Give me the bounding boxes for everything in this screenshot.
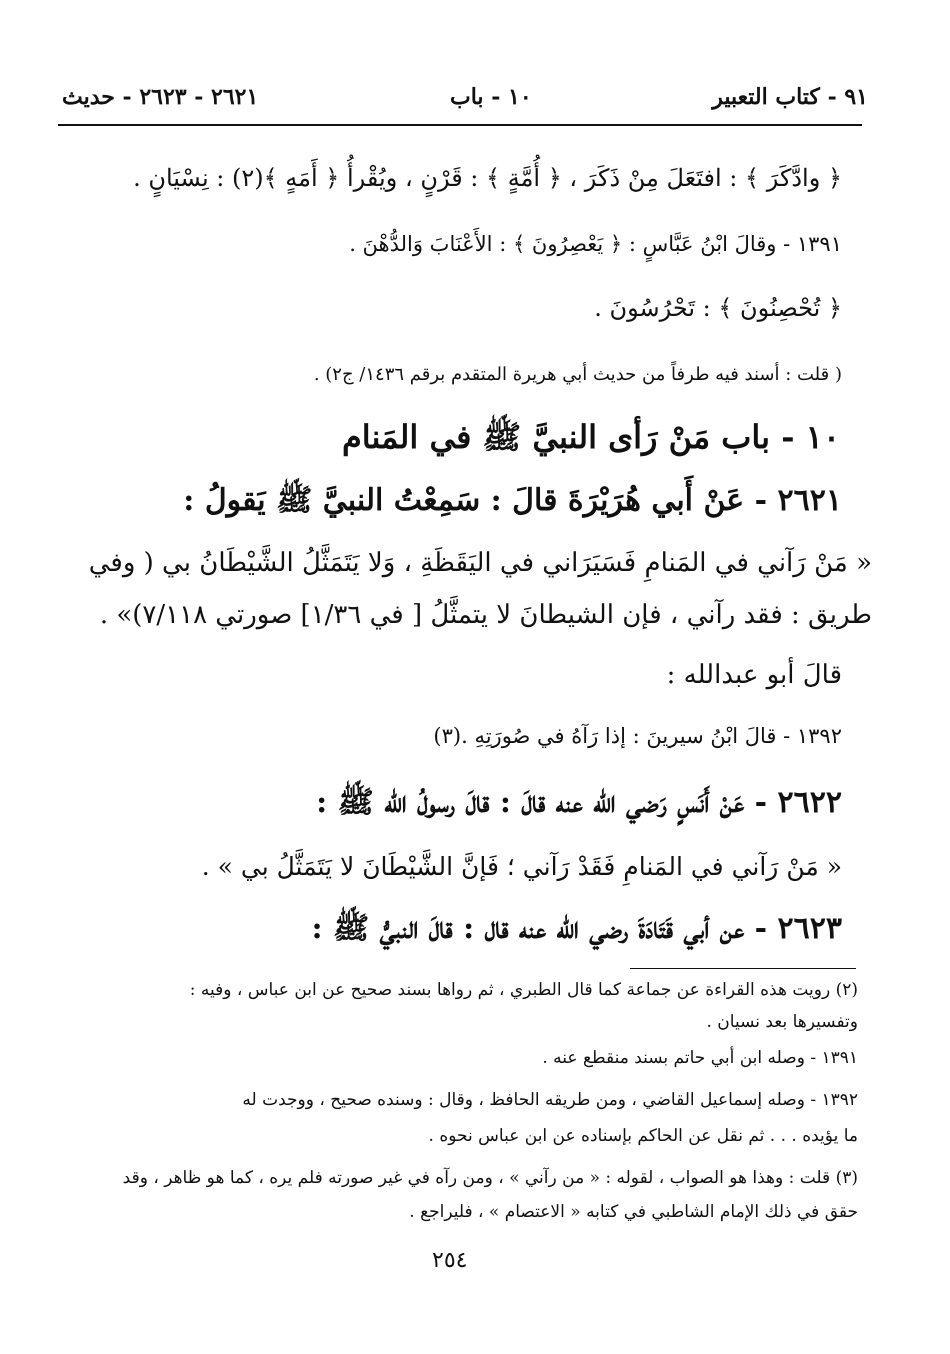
footnote-2-line-2: وتفسيرها بعد نسيان . bbox=[706, 1012, 858, 1032]
abu-abdillah-label: قالَ أبو عبدالله : bbox=[666, 660, 842, 690]
footnote-3-line-2: حقق في ذلك الإمام الشاطبي في كتابه « الاعتصام » ، فليراجع . bbox=[409, 1202, 858, 1222]
hadith-2622-isnad: ٢٦٢٢ - عَنْ أَنَسٍ رَضي الله عنه قالَ : قالَ رسولُ الله ﷺ : bbox=[316, 785, 842, 820]
athar-1392: ١٣٩٢ - قالَ ابْنُ سيرينَ : إذا رَآهُ في صُورَتِهِ .(٣) bbox=[433, 724, 842, 748]
quran-gloss-line: ﴿ وادَّكَرَ ﴾ : افتَعَلَ مِنْ ذَكَرَ ، ﴿ أُمَّةٍ ﴾ : قَرْنٍ ، ويُقْرأُ ﴿ أَمَهٍ ﴾(٢) : نِسْيَانٍ . bbox=[133, 164, 842, 192]
footnote-rule bbox=[630, 968, 856, 969]
footnote-1391: ١٣٩١ - وصله ابن أبي حاتم بسند منقطع عنه . bbox=[542, 1048, 858, 1068]
hadith-2623-isnad: ٢٦٢٣ - عن أبي قَتَادَةَ رضي الله عنه قال : قالَ النبيُّ ﷺ : bbox=[311, 911, 842, 946]
hadith-2621-text-1: « مَنْ رَآني في المَنامِ فَسَيَرَاني في اليَقَظَةِ ، وَلا يَتَمَثَّلُ الشَّيْطَانُ بي ( وفي bbox=[88, 548, 872, 578]
running-header-section: ١٠ - باب bbox=[450, 84, 532, 110]
footnote-3-line-1: (٣) قلت : وهذا هو الصواب ، لقوله : « من رآني » ، ومن رآه في غير صورته فلم يره ، كما هو ظاهر ، وقد bbox=[122, 1168, 858, 1188]
header-rule bbox=[58, 124, 862, 126]
running-header-hadith-range: ٢٦٢١ - ٢٦٢٣ - حديث bbox=[62, 84, 259, 110]
hadith-2621-text-2: طريق : فقد رآني ، فإن الشيطانَ لا يتمثَّلُ [ في ١/٣٦] صورتي ٧/١١٨)» . bbox=[99, 600, 872, 630]
athar-1391: ١٣٩١ - وقالَ ابْنُ عَبَّاسٍ : ﴿ يَعْصِرُونَ ﴾ : الأَعْنَابَ وَالدُّهْنَ . bbox=[349, 232, 842, 256]
hadith-2622-text: « مَنْ رَآني في المَنامِ فَقَدْ رَآني ؛ فَإنَّ الشَّيْطَانَ لا يَتَمَثَّلُ بي » . bbox=[201, 852, 842, 881]
footnote-1392-line-1: ١٣٩٢ - وصله إسماعيل القاضي ، ومن طريقه الحافظ ، وقال : وسنده صحيح ، ووجدت له bbox=[242, 1090, 858, 1110]
page-number: ٢٥٤ bbox=[432, 1248, 468, 1273]
quran-gloss-tuhsinun: ﴿ تُحْصِنُونَ ﴾ : تَحْرُسُونَ . bbox=[594, 294, 842, 322]
editor-note: ( قلت : أسند فيه طرفاً من حديث أبي هريرة المتقدم برقم ١٤٣٦/ ج٢) . bbox=[313, 364, 842, 385]
chapter-heading: ١٠ - باب مَنْ رَأى النبيَّ ﷺ في المَنام bbox=[341, 418, 840, 456]
footnote-2-line-1: (٢) رويت هذه القراءة عن جماعة كما قال الطبري ، ثم رواها بسند صحيح عن ابن عباس ، وفيه : bbox=[189, 980, 858, 1000]
hadith-2621-isnad: ٢٦٢١ - عَنْ أَبي هُرَيْرَةَ قالَ : سَمِعْتُ النبيَّ ﷺ يَقولُ : bbox=[183, 483, 842, 518]
running-header-chapter: ٩١ - كتاب التعبير bbox=[712, 84, 868, 110]
footnote-1392-line-2: ما يؤيده . . . ثم نقل عن الحاكم بإسناده عن ابن عباس نحوه . bbox=[428, 1126, 858, 1146]
